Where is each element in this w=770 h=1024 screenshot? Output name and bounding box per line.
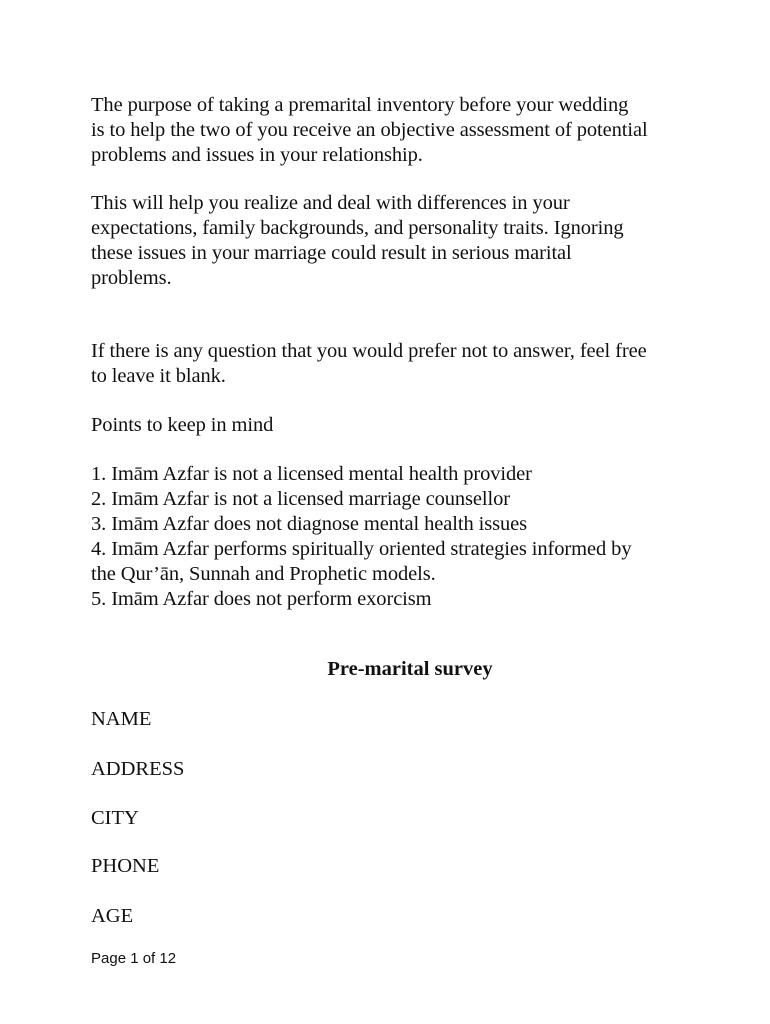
- text-line: The purpose of taking a premarital inventory before your wedding: [91, 94, 629, 116]
- text-line: This will help you realize and deal with differences in your: [91, 192, 570, 214]
- survey-field-city-label: CITY: [91, 807, 139, 829]
- points-list-item: 3. Imām Azfar does not diagnose mental health issues: [91, 513, 528, 535]
- points-list-item-continuation: the Qur’ān, Sunnah and Prophetic models.: [91, 563, 436, 585]
- text-line: expectations, family backgrounds, and personality traits. Ignoring: [91, 217, 624, 239]
- text-line: to leave it blank.: [91, 365, 226, 387]
- points-list-item: 2. Imām Azfar is not a licensed marriage counsellor: [91, 488, 510, 510]
- text-line: problems.: [91, 267, 172, 289]
- text-line: problems and issues in your relationship.: [91, 144, 423, 166]
- points-heading: Points to keep in mind: [91, 414, 274, 436]
- survey-field-name-label: NAME: [91, 708, 152, 730]
- survey-field-address-label: ADDRESS: [91, 758, 185, 780]
- points-list-item: 1. Imām Azfar is not a licensed mental health provider: [91, 463, 532, 485]
- survey-field-age-label: AGE: [91, 905, 134, 927]
- instruction-paragraph: [91, 339, 691, 389]
- page-number: Page 1 of 12: [91, 950, 177, 967]
- intro-paragraph-differences: [91, 191, 691, 291]
- points-list-item: 4. Imām Azfar performs spiritually oriented strategies informed by: [91, 538, 632, 560]
- survey-title: Pre-marital survey: [327, 658, 493, 680]
- text-line: these issues in your marriage could result in serious marital: [91, 242, 572, 264]
- points-list-item: 5. Imām Azfar does not perform exorcism: [91, 588, 432, 610]
- points-list: [91, 462, 691, 612]
- text-line: is to help the two of you receive an objective assessment of potential: [91, 119, 648, 141]
- intro-paragraph-purpose: [91, 93, 691, 168]
- survey-field-phone-label: PHONE: [91, 855, 160, 877]
- text-line: If there is any question that you would prefer not to answer, feel free: [91, 340, 647, 362]
